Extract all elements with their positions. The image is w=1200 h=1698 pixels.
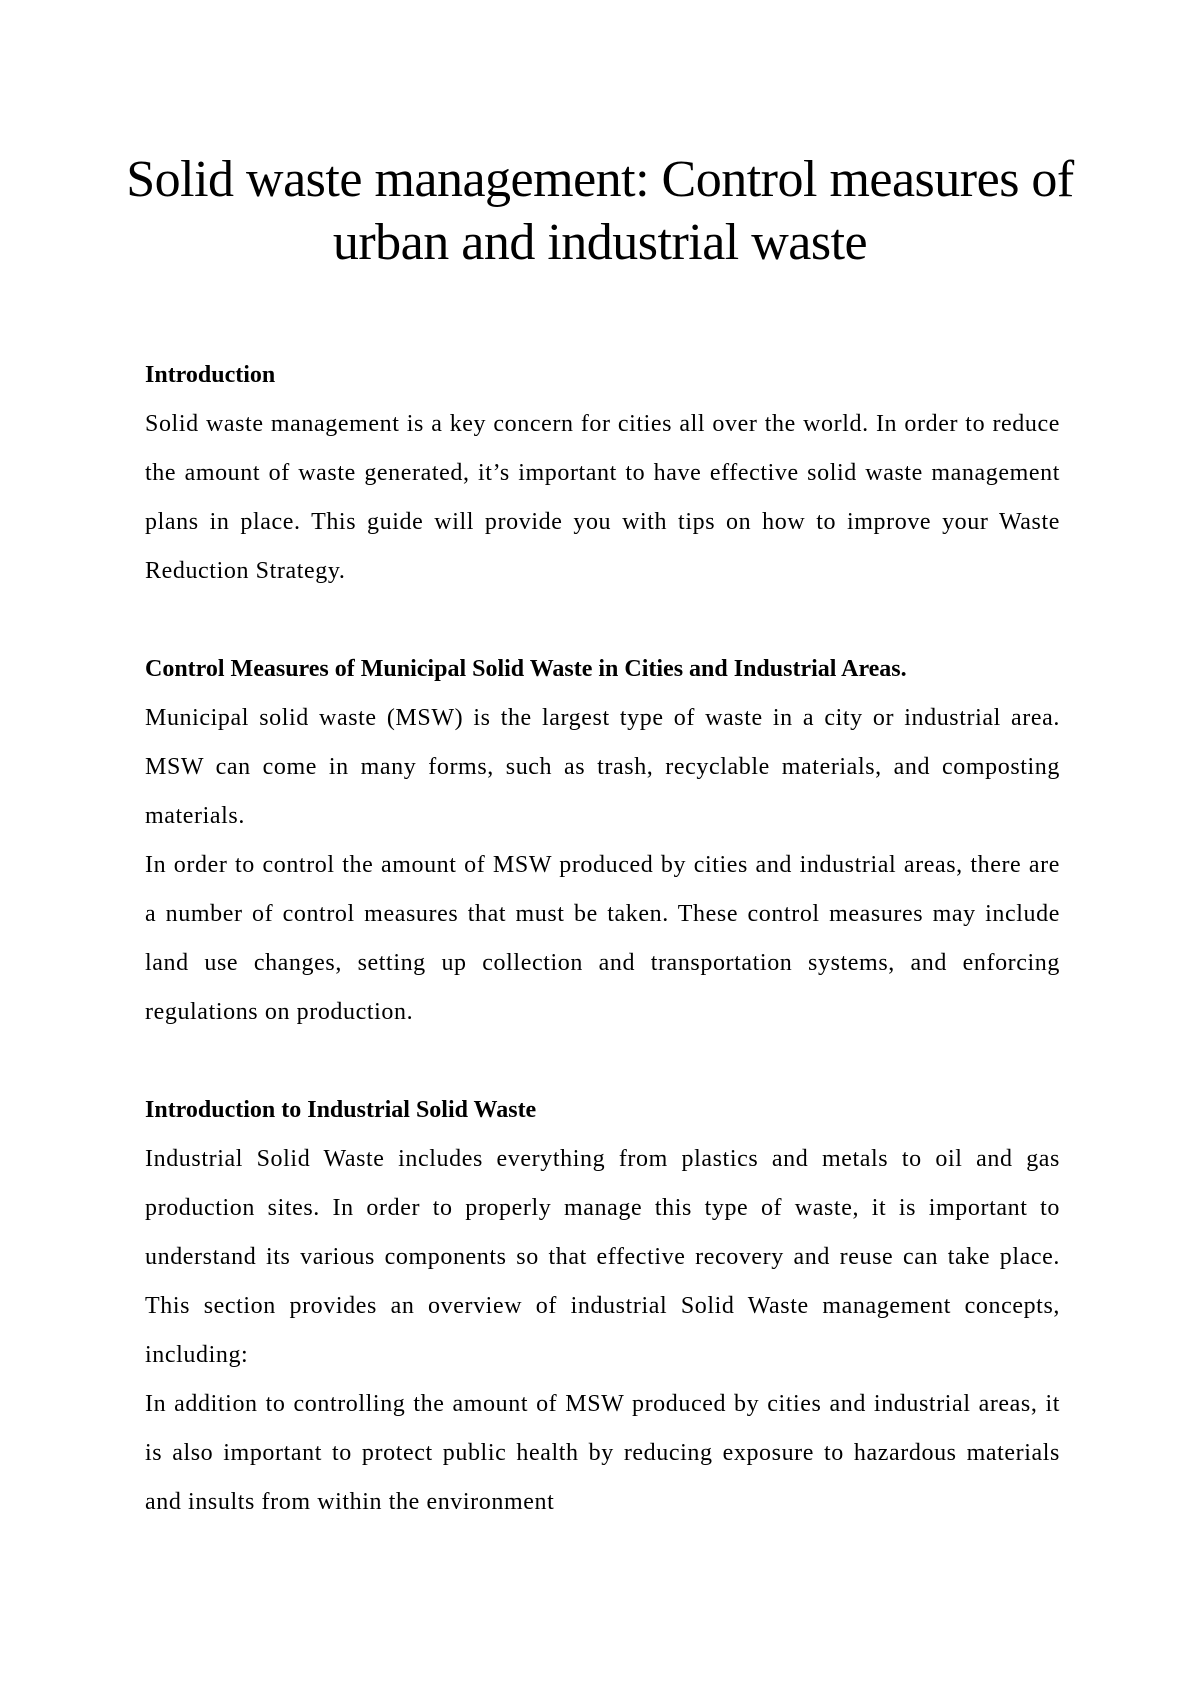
section-heading: Control Measures of Municipal Solid Waste in Cities and Industrial Areas.: [145, 656, 907, 682]
paragraph: Solid waste management is a key concern for cities all over the world. In order to reduce the amount of waste generated, it’s important to have effective solid waste management plans in place. This guide will provide you with tips on how to improve your Waste Reduction Strategy.: [145, 411, 1060, 584]
page-title: Solid waste management: Control measures of urban and industrial waste: [126, 151, 1074, 271]
paragraph: Municipal solid waste (MSW) is the largest type of waste in a city or industrial area. MSW can come in many forms, such as trash, recyclable materials, and composting materials.: [145, 705, 1060, 829]
section-spacer: [145, 596, 1060, 645]
document-body: [145, 351, 1060, 1527]
paragraph: In addition to controlling the amount of MSW produced by cities and industrial areas, it is also important to protect public health by reducing exposure to hazardous materials and insults from within the environment: [145, 1391, 1060, 1515]
section-industrial-solid-waste: [145, 1086, 1060, 1527]
paragraph: In order to control the amount of MSW produced by cities and industrial areas, there are a number of control measures that must be taken. These control measures may include land use changes, setting up collection and transportation systems, and enforcing regulations on production.: [145, 852, 1060, 1025]
section-control-measures: [145, 645, 1060, 1037]
section-introduction: [145, 351, 1060, 596]
section-heading: Introduction to Industrial Solid Waste: [145, 1097, 537, 1123]
section-heading: Introduction: [145, 362, 276, 388]
section-spacer: [145, 1037, 1060, 1086]
paragraph: Industrial Solid Waste includes everything from plastics and metals to oil and gas production sites. In order to properly manage this type of waste, it is important to understand its various components so that effective recovery and reuse can take place. This section provides an overview of industrial Solid Waste management concepts, including:: [145, 1146, 1060, 1368]
